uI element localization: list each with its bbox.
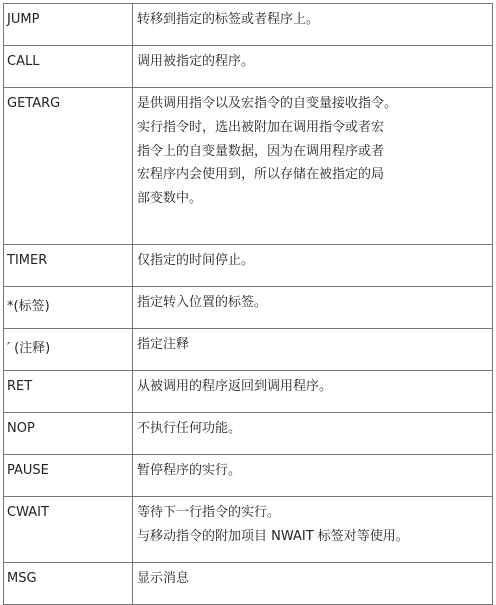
table-row — [4, 371, 493, 413]
table-row — [4, 497, 493, 563]
command-description — [133, 497, 493, 563]
description-line: 部变数中。 — [137, 191, 203, 207]
command-description — [133, 413, 493, 455]
table-row — [4, 287, 493, 329]
command-table — [3, 3, 493, 605]
table-row — [4, 4, 493, 46]
table-row — [4, 88, 493, 245]
description-line: 与移动指令的附加项目 NWAIT 标签对等使用。 — [137, 528, 409, 544]
description-line: 仅指定的时间停止。 — [137, 253, 255, 268]
command-name: ′ (注释) — [4, 329, 133, 371]
command-description — [133, 563, 493, 605]
command-name: TIMER — [4, 245, 133, 287]
description-line: 不执行任何功能。 — [137, 421, 242, 436]
description-line: 调用被指定的程序。 — [137, 54, 255, 69]
table-row — [4, 46, 493, 88]
description-line: 转移到指定的标签或者程序上。 — [137, 12, 320, 27]
table-row — [4, 245, 493, 287]
command-name: CWAIT — [4, 497, 133, 563]
command-name: *(标签) — [4, 287, 133, 329]
command-name: JUMP — [4, 4, 133, 46]
command-description — [133, 245, 493, 287]
command-description — [133, 4, 493, 46]
description-line: 指定注释 — [137, 337, 190, 352]
command-name: RET — [4, 371, 133, 413]
description-line: 指令上的自变量数据，因为在调用程序或者 — [137, 143, 385, 159]
command-description — [133, 88, 493, 245]
command-description — [133, 329, 493, 371]
table-row — [4, 413, 493, 455]
command-description — [133, 371, 493, 413]
table-row — [4, 329, 493, 371]
table-row — [4, 455, 493, 497]
description-line: 显示消息 — [137, 571, 190, 586]
description-line: 等待下一行指令的实行。 — [137, 505, 281, 520]
command-name: CALL — [4, 46, 133, 88]
description-line: 从被调用的程序返回到调用程序。 — [137, 379, 333, 394]
command-description — [133, 455, 493, 497]
description-line: 指定转入位置的标签。 — [137, 295, 268, 310]
table-row — [4, 563, 493, 605]
description-line: 宏程序内会使用到，所以存储在被指定的局 — [137, 167, 385, 183]
description-line: 暂停程序的实行。 — [137, 463, 242, 478]
command-name: NOP — [4, 413, 133, 455]
command-description — [133, 287, 493, 329]
command-description — [133, 46, 493, 88]
command-name: MSG — [4, 563, 133, 605]
description-line: 实行指令时，选出被附加在调用指令或者宏 — [137, 119, 385, 135]
command-name: GETARG — [4, 88, 133, 245]
description-line: 是供调用指令以及宏指令的自变量接收指令。 — [137, 96, 398, 111]
command-name: PAUSE — [4, 455, 133, 497]
